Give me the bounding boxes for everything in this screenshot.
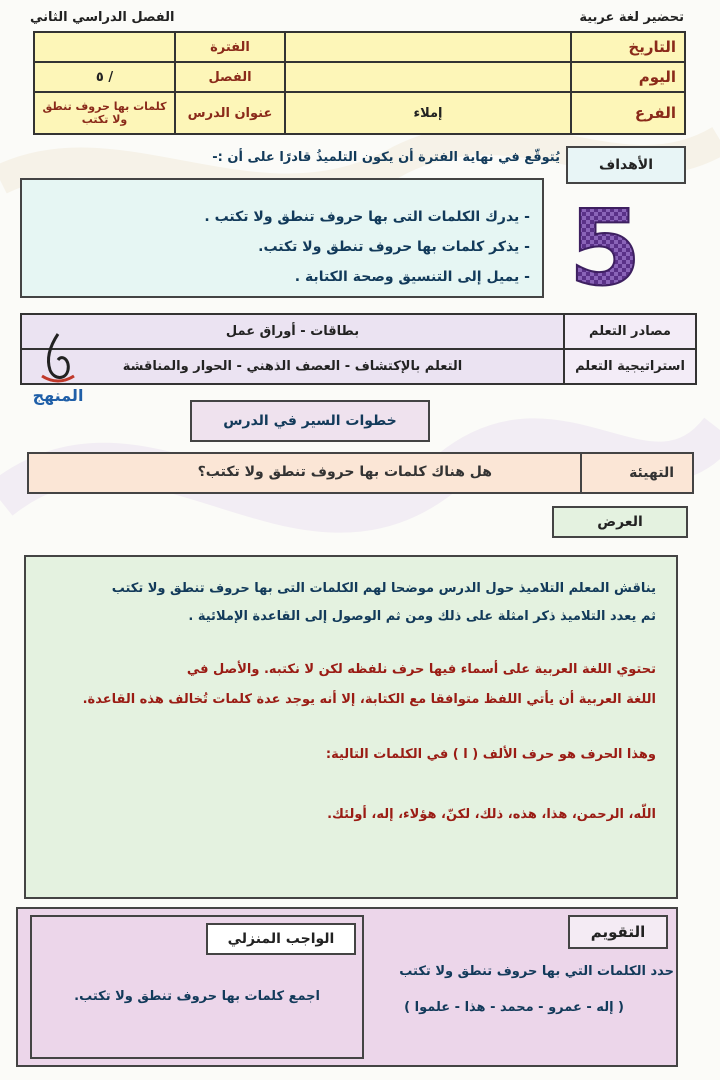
lesson-info-table xyxy=(33,31,686,135)
period-value xyxy=(34,32,175,62)
homework-text: اجمع كلمات بها حروف تنطق ولا تكتب. xyxy=(74,989,320,1004)
objectives-intro: يُتوقّع في نهاية الفترة أن يكون التلميذُ قادرًا على أن :- xyxy=(212,150,560,165)
objectives-label: الأهداف xyxy=(566,146,686,184)
evaluation-line-1: حدد الكلمات التي بها حروف تنطق ولا تكتب xyxy=(399,964,674,979)
strategy-label: استراتيجية التعلم xyxy=(564,349,696,384)
objective-item-3: - يميل إلى التنسيق وصحة الكتابة . xyxy=(294,269,530,285)
warmup-label: التهيئة xyxy=(629,465,674,481)
warmup-divider xyxy=(580,454,582,492)
date-label: التاريخ xyxy=(571,32,685,62)
logo-text: المنهج xyxy=(32,386,84,405)
rule-line-2: اللغة العربية أن يأتي اللفظ متوافقا مع الكتابة، إلا أنه يوجد عدة كلمات تُخالف هذه القاعدة. xyxy=(82,692,656,707)
sources-label: مصادر التعلم xyxy=(564,314,696,349)
warmup-row xyxy=(27,452,694,494)
number-five-graphic xyxy=(562,196,648,292)
sources-value: بطاقات - أوراق عمل xyxy=(21,314,564,349)
semester-title: الفصل الدراسي الثاني xyxy=(30,10,175,25)
branch-value: إملاء xyxy=(285,92,571,134)
steps-title: خطوات السير في الدرس xyxy=(190,400,430,442)
evaluation-label: التقويم xyxy=(568,915,668,949)
rule-line-1: تحتوي اللغة العربية على أسماء فيها حرف نلفظه لكن لا نكتبه. والأصل في xyxy=(186,662,656,677)
logo-emblem-icon xyxy=(28,330,88,386)
logo xyxy=(28,330,88,420)
letter-line: وهذا الحرف هو حرف الألف ( ا ) في الكلمات التالية: xyxy=(325,747,656,762)
homework-label: الواجب المنزلي xyxy=(206,923,356,955)
big-number-text: 5 xyxy=(568,196,642,292)
date-value xyxy=(285,32,571,62)
resources-table xyxy=(20,313,697,385)
presentation-box xyxy=(24,555,678,899)
class-value: / ٥ xyxy=(34,62,175,92)
day-label: اليوم xyxy=(571,62,685,92)
day-value xyxy=(285,62,571,92)
branch-label: الفرع xyxy=(571,92,685,134)
evaluation-line-2: ( إله - عمرو - محمد - هذا - علموا ) xyxy=(404,1000,624,1015)
lesson-title-label: عنوان الدرس xyxy=(175,92,285,134)
class-label: الفصل xyxy=(175,62,285,92)
warmup-text: هل هناك كلمات بها حروف تنطق ولا تكتب؟ xyxy=(197,464,492,480)
objectives-box xyxy=(20,178,544,298)
presentation-line-1: يناقش المعلم التلاميذ حول الدرس موضحا لهم الكلمات التى بها حروف تنطق ولا تكتب xyxy=(111,581,656,596)
lesson-title-value: كلمات بها حروف تنطق ولا تكتب xyxy=(34,92,175,134)
examples-line: اللّه، الرحمن، هذا، هذه، ذلك، لكنّ، هؤلاء، إله، أولئك. xyxy=(327,807,656,822)
presentation-label: العرض xyxy=(552,506,688,538)
presentation-line-2: ثم يعدد التلاميذ ذكر امثلة على ذلك ومن ثم الوصول إلى القاعدة الإملائية . xyxy=(188,609,656,624)
period-label: الفترة xyxy=(175,32,285,62)
objective-item-1: - يدرك الكلمات التى بها حروف تنطق ولا تكتب . xyxy=(204,209,530,225)
document-title: تحضير لغة عربية xyxy=(579,10,684,25)
homework-box xyxy=(30,915,364,1059)
objective-item-2: - يذكر كلمات بها حروف تنطق ولا تكتب. xyxy=(258,239,530,255)
strategy-value: التعلم بالإكتشاف - العصف الذهني - الحوار والمناقشة xyxy=(21,349,564,384)
